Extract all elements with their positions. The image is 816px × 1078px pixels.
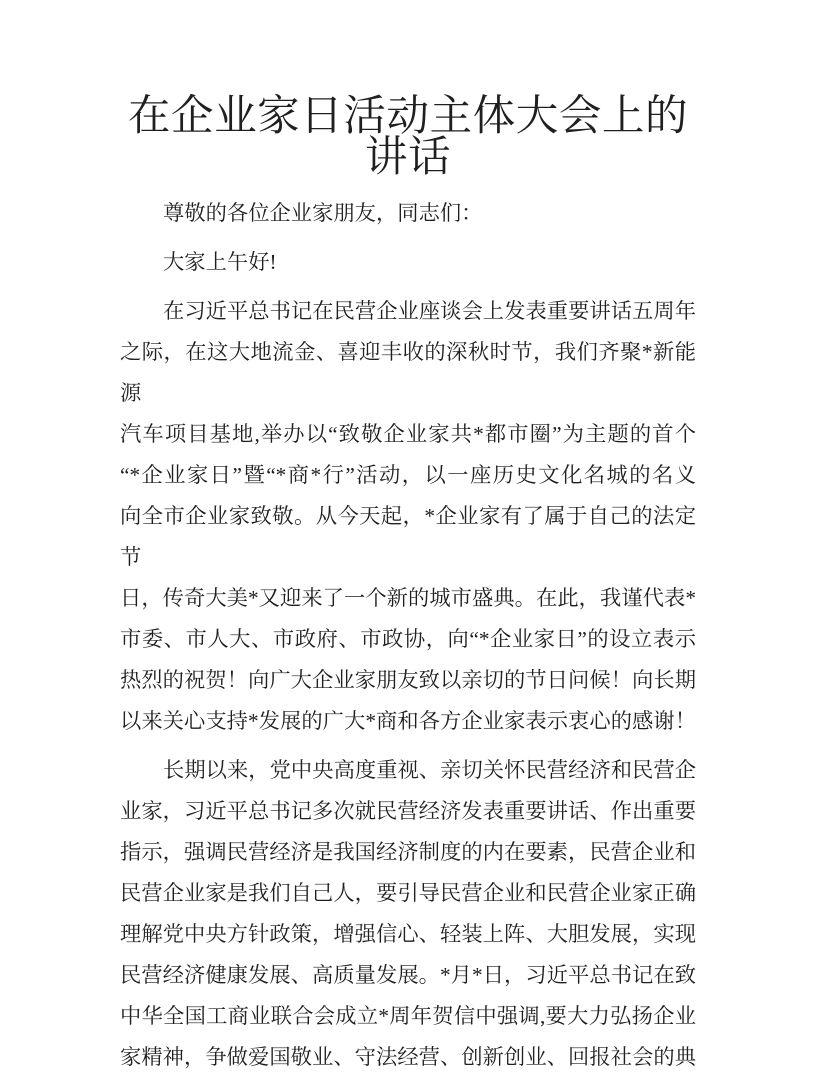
body-paragraph-1 bbox=[120, 291, 696, 742]
text-line: 民营经济健康发展、高质量发展。*月*日，习近平总书记在致 bbox=[120, 963, 696, 987]
text-line: 指示，强调民营经济是我国经济制度的内在要素，民营企业和 bbox=[120, 840, 696, 864]
greeting-paragraph: 大家上午好! bbox=[163, 250, 277, 274]
document-title: 在企业家日活动主体大会上的讲话 bbox=[127, 93, 689, 181]
text-line: 理解党中央方针政策，增强信心、轻装上阵、大胆发展，实现 bbox=[120, 922, 696, 946]
text-line: 热烈的祝贺！向广大企业家朋友致以亲切的节日问候！向长期 bbox=[120, 668, 696, 692]
text-line: 市委、市人大、市政府、市政协，向“*企业家日”的设立表示 bbox=[120, 627, 696, 651]
text-line: 业家，习近平总书记多次就民营经济发表重要讲话、作出重要 bbox=[120, 799, 696, 823]
body-paragraph-2 bbox=[120, 750, 696, 1078]
text-line: 民营企业家是我们自己人，要引导民营企业和民营企业家正确 bbox=[120, 881, 696, 905]
text-line: 之际，在这大地流金、喜迎丰收的深秋时节，我们齐聚*新能源 bbox=[120, 340, 696, 405]
text-line: 中华全国工商业联合会成立*周年贺信中强调,要大力弘扬企业 bbox=[120, 1004, 696, 1028]
text-line: 长期以来，党中央高度重视、亲切关怀民营经济和民营企 bbox=[163, 758, 696, 782]
text-line: 日，传奇大美*又迎来了一个新的城市盛典。在此，我谨代表* bbox=[120, 586, 696, 610]
text-line: 汽车项目基地,举办以“致敬企业家共*都市圈”为主题的首个 bbox=[120, 422, 696, 446]
text-line: 在习近平总书记在民营企业座谈会上发表重要讲话五周年 bbox=[163, 299, 696, 323]
text-line: 向全市企业家致敬。从今天起，*企业家有了属于自己的法定节 bbox=[120, 504, 696, 569]
text-line: 家精神，争做爱国敬业、守法经营、创新创业、回报社会的典 bbox=[120, 1045, 696, 1069]
text-line: 以来关心支持*发展的广大*商和各方企业家表示衷心的感谢！ bbox=[120, 709, 696, 733]
salutation-paragraph: 尊敬的各位企业家朋友，同志们： bbox=[163, 201, 483, 225]
text-line: “*企业家日”暨“*商*行”活动，以一座历史文化名城的名义 bbox=[120, 463, 696, 487]
